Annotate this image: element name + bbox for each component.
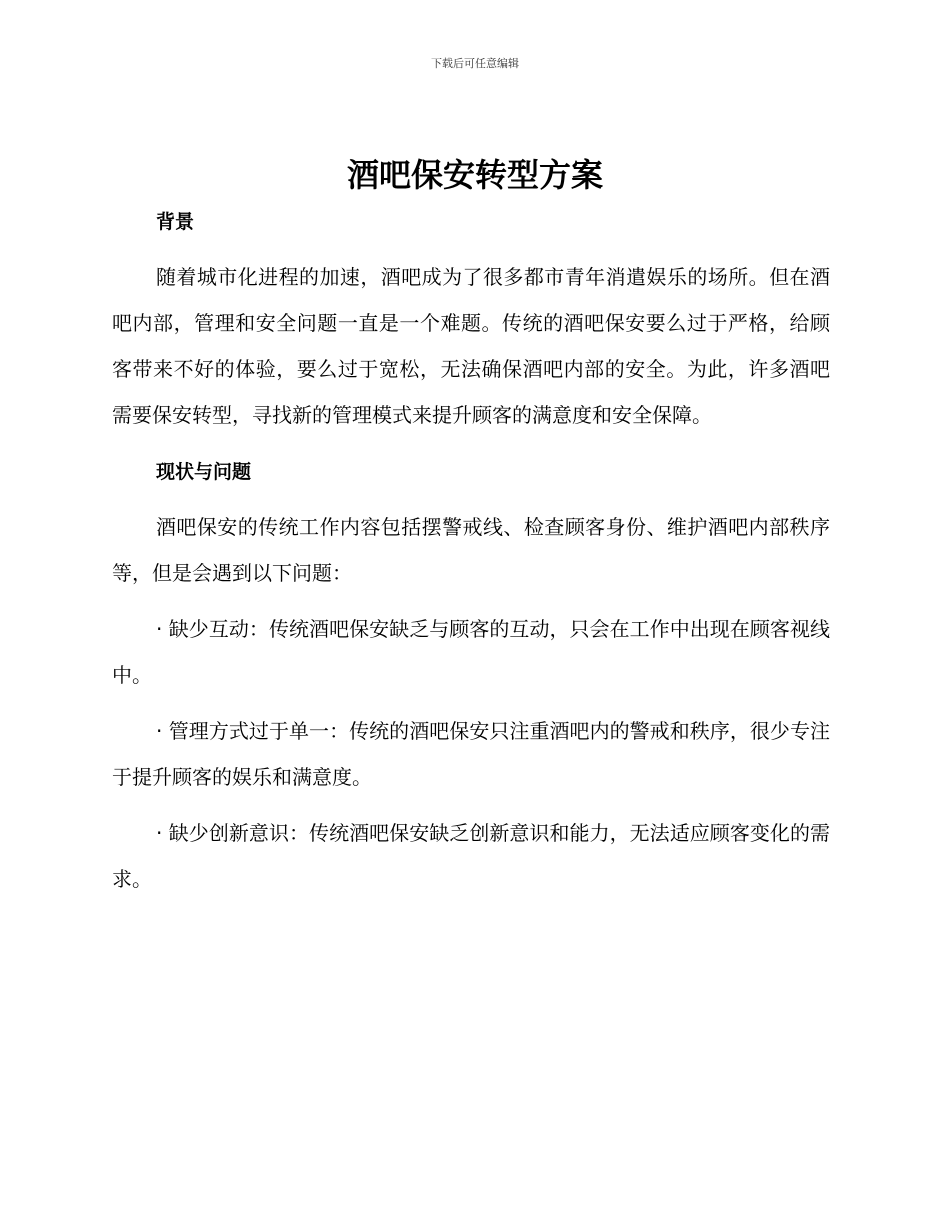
- paragraph-background: 随着城市化进程的加速，酒吧成为了很多都市青年消遣娱乐的场所。但在酒吧内部，管理和安全问题一直是一个难题。传统的酒吧保安要么过于严格，给顾客带来不好的体验，要么过于宽松，无法确保酒吧内部的安全。为此，许多酒吧需要保安转型，寻找新的管理模式来提升顾客的满意度和安全保障。: [112, 265, 830, 427]
- bullet-item-management: · 管理方式过于单一：传统的酒吧保安只注重酒吧内的警戒和秩序，很少专注于提升顾客的娱乐和满意度。: [112, 719, 830, 789]
- document-title: 酒吧保安转型方案: [346, 156, 603, 194]
- document-body: [112, 200, 830, 902]
- bullet-item-interaction: · 缺少互动：传统酒吧保安缺乏与顾客的互动，只会在工作中出现在顾客视线中。: [112, 617, 830, 687]
- section-heading-background: 背景: [156, 211, 195, 233]
- bullet-item-innovation: · 缺少创新意识：传统酒吧保安缺乏创新意识和能力，无法适应顾客变化的需求。: [112, 821, 830, 891]
- paragraph-status-intro: 酒吧保安的传统工作内容包括摆警戒线、检查顾客身份、维护酒吧内部秩序等，但是会遇到以下问题：: [112, 515, 830, 585]
- header-note: 下载后可任意编辑: [431, 57, 519, 70]
- section-heading-status: 现状与问题: [156, 461, 252, 483]
